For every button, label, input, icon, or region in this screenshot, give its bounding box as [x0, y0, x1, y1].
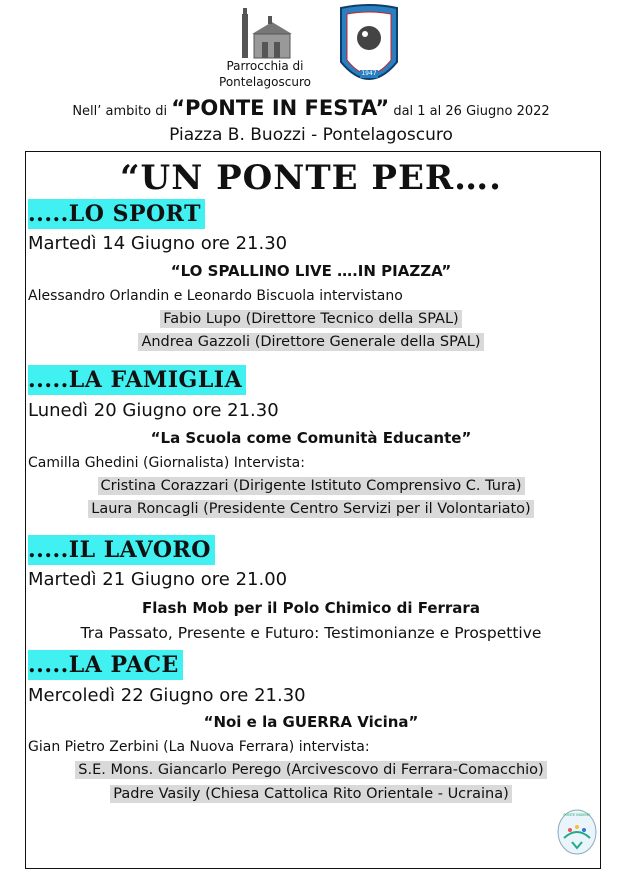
- guest-item: [0, 334, 622, 350]
- footer-logo-text: PONTE INSIEME: [563, 813, 591, 817]
- section-heading-peace: .....LA PACE: [28, 650, 183, 680]
- club-badge-logo: [338, 4, 400, 92]
- ambit-prefix: Nell’ ambito di: [72, 104, 168, 119]
- badge-year: 1947: [361, 70, 377, 77]
- guest-item: [0, 786, 622, 802]
- event-title: “LO SPALLINO LIVE ….IN PIAZZA”: [170, 262, 452, 280]
- section-heading-family: .....LA FAMIGLIA: [28, 365, 246, 395]
- guest-item: [0, 501, 622, 517]
- guest-item: [0, 762, 622, 778]
- event-subtitle: Tra Passato, Presente e Futuro: Testimonianze e Prospettive: [80, 624, 542, 642]
- page-title: “UN PONTE PER….: [119, 158, 502, 198]
- parish-line2: Pontelagoscuro: [219, 75, 311, 89]
- guest-name: Laura Roncagli (Presidente Centro Servizi per il Volontariato): [88, 500, 533, 518]
- event-date: Martedì 21 Giugno ore 21.00: [28, 569, 288, 590]
- ponte-insieme-logo: [556, 808, 598, 856]
- event-date: Martedì 14 Giugno ore 21.30: [28, 233, 288, 254]
- ambit-line: [0, 96, 622, 120]
- event-date: Lunedì 20 Giugno ore 21.30: [28, 400, 279, 421]
- event-date: Mercoledì 22 Giugno ore 21.30: [28, 685, 306, 706]
- event-title: “Noi e la GUERRA Vicina”: [203, 713, 419, 731]
- guest-item: [0, 478, 622, 494]
- event-intro: Alessandro Orlandin e Leonardo Biscuola intervistano: [28, 288, 403, 304]
- section-heading-work: .....IL LAVORO: [28, 535, 215, 565]
- ambit-event: “PONTE IN FESTA”: [171, 96, 390, 120]
- event-intro: Camilla Ghedini (Giornalista) Intervista:: [28, 455, 305, 471]
- location-line: Piazza B. Buozzi - Pontelagoscuro: [169, 125, 453, 145]
- ambit-dates: dal 1 al 26 Giugno 2022: [393, 104, 550, 119]
- parish-line1: Parrocchia di: [226, 59, 304, 73]
- parish-name: [200, 58, 330, 90]
- event-intro: Gian Pietro Zerbini (La Nuova Ferrara) intervista:: [28, 739, 370, 755]
- event-title: “La Scuola come Comunità Educante”: [150, 429, 472, 447]
- guest-name: Andrea Gazzoli (Direttore Generale della SPAL): [138, 333, 483, 351]
- guest-item: [0, 311, 622, 327]
- church-logo: [238, 4, 296, 60]
- event-title: Flash Mob per il Polo Chimico di Ferrara: [142, 599, 480, 617]
- guest-name: Cristina Corazzari (Dirigente Istituto Comprensivo C. Tura): [98, 477, 525, 495]
- guest-name: S.E. Mons. Giancarlo Perego (Arcivescovo di Ferrara-Comacchio): [75, 761, 546, 779]
- guest-name: Padre Vasily (Chiesa Cattolica Rito Orientale - Ucraina): [110, 785, 512, 803]
- guest-name: Fabio Lupo (Direttore Tecnico della SPAL): [160, 310, 461, 328]
- section-heading-sport: .....LO SPORT: [28, 199, 205, 229]
